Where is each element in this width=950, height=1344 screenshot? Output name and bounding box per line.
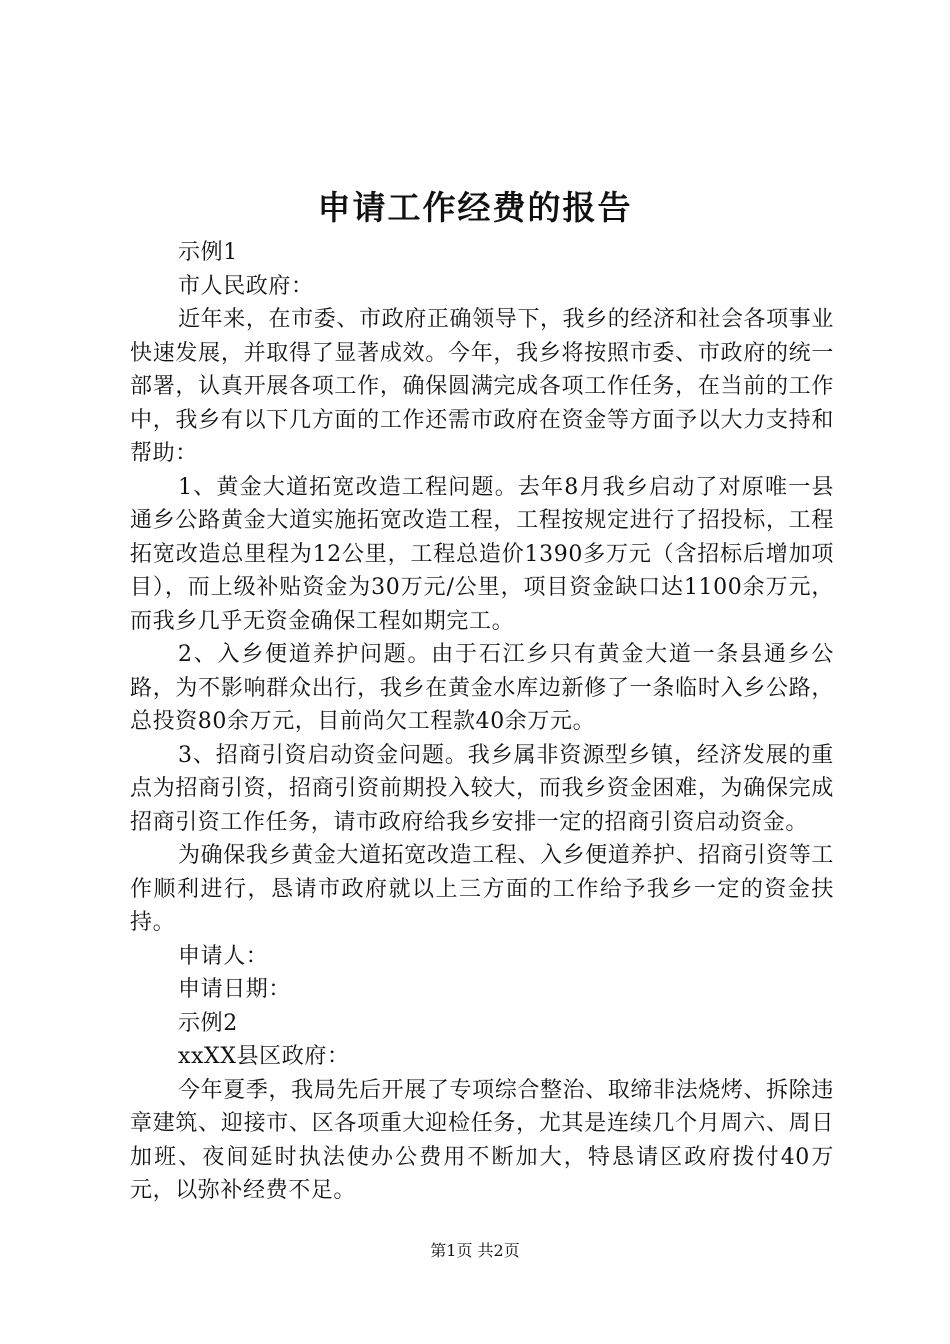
example-2-heading: 示例2	[178, 1010, 238, 1036]
paragraph-item-3: 3、招商引资启动资金问题。我乡属非资源型乡镇，经济发展的重点为招商引资，招商引资前期投入较大，而我乡资金困难，为确保完成招商引资工作任务，请市政府给我乡安排一定的招商引资启动资金。	[130, 742, 834, 835]
document-body	[130, 236, 834, 1208]
example-1-heading: 示例1	[178, 240, 238, 265]
addressee-2: xxXX县区政府：	[178, 1044, 350, 1069]
paragraph-conclusion: 为确保我乡黄金大道拓宽改造工程、入乡便道养护、招商引资等工作顺利进行，恳请市政府就以上三方面的工作给予我乡一定的资金扶持。	[130, 843, 834, 935]
paragraph-item-1: 1、黄金大道拓宽改造工程问题。去年8月我乡启动了对原唯一县通乡公路黄金大道实施拓宽改造工程，工程按规定进行了招投标，工程拓宽改造总里程为12公里，工程总造价1390多万元（含招标后增加项目），而上级补贴资金为30万元/公里，项目资金缺口达1100余万元，而我乡几乎无资金确保工程如期完工。	[130, 474, 834, 634]
paragraph-item-2: 2、入乡便道养护问题。由于石江乡只有黄金大道一条县通乡公路，为不影响群众出行，我乡在黄金水库边新修了一条临时入乡公路，总投资80余万元，目前尚欠工程款40余万元。	[130, 642, 834, 734]
paragraph-example-2: 今年夏季，我局先后开展了专项综合整治、取缔非法烧烤、拆除违章建筑、迎接市、区各项重大迎检任务，尤其是连续几个月周六、周日加班、夜间延时执法使办公费用不断加大，特恳请区政府拨付40万元，以弥补经费不足。	[130, 1077, 834, 1203]
applicant-label: 申请人：	[178, 943, 269, 969]
page-number-footer: 第1页 共2页	[430, 1241, 520, 1260]
application-date-label: 申请日期：	[178, 977, 292, 1002]
paragraph-intro: 近年来，在市委、市政府正确领导下，我乡的经济和社会各项事业快速发展，并取得了显著成效。今年，我乡将按照市委、市政府的统一部署，认真开展各项工作，确保圆满完成各项工作任务，在当前的工作中，我乡有以下几方面的工作还需市政府在资金等方面予以大力支持和帮助：	[130, 307, 834, 466]
addressee-1: 市人民政府：	[178, 273, 314, 299]
document-title: 申请工作经费的报告	[317, 188, 633, 227]
